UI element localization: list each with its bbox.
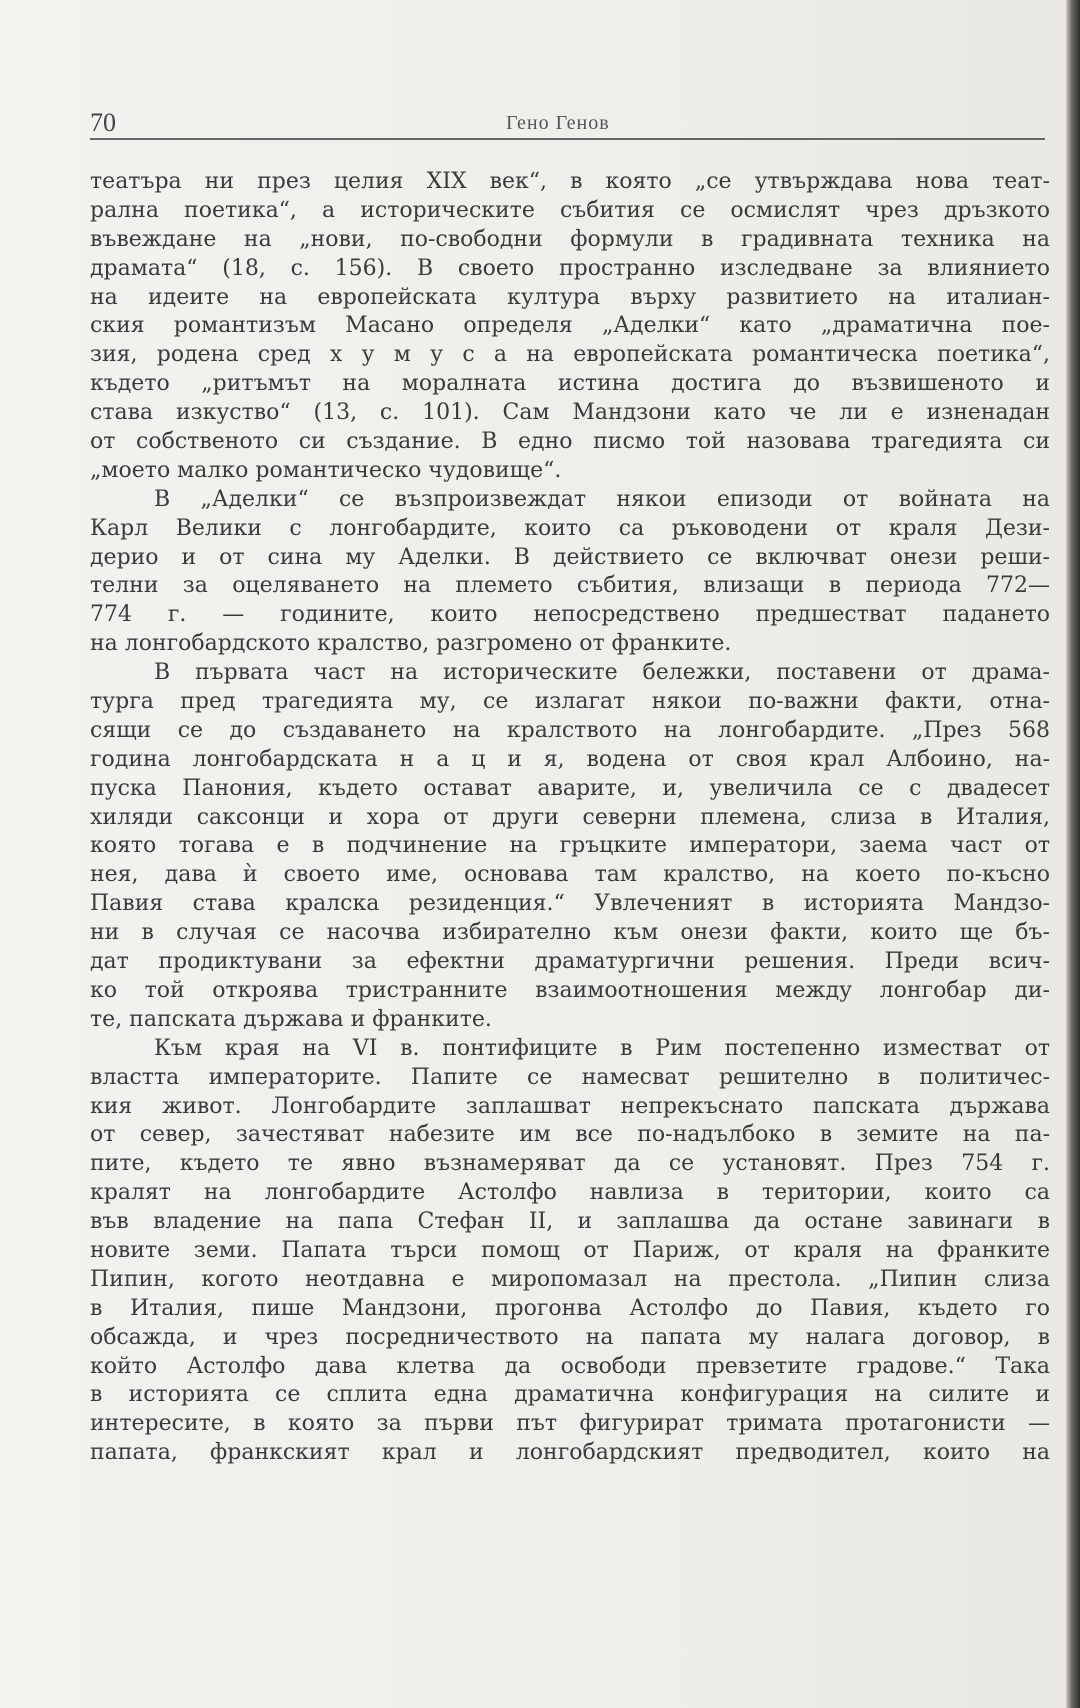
text-line: от собственото си създание. В едно писмо той назовава трагедията си (90, 429, 1050, 455)
text-line: година лонгобардската н а ц и я, водена от своя крал Албоино, на- (90, 746, 1050, 772)
text-line: Карл Велики с лонгобардите, които са ръководени от краля Дези- (90, 515, 1050, 541)
text-line: турга пред трагедията му, се излагат някои по-важни факти, отна- (90, 689, 1050, 715)
text-line: кралят на лонгобардите Астолфо навлиза в територии, които са (90, 1180, 1050, 1206)
text-line: 774 г. — годините, които непосредствено предшестват падането (90, 602, 1050, 628)
text-line: ския романтизъм Масано определя „Аделки“ като „драматична пое- (90, 313, 1050, 339)
text-line: Към края на VI в. понтифиците в Рим постепенно изместват от (154, 1035, 1050, 1061)
text-line: драмата“ (18, с. 156). В своето пространно изследване за влиянието (90, 255, 1050, 281)
text-line: в историята се сплита една драматична конфигурация на силите и (90, 1382, 1050, 1408)
running-head: Гено Генов (506, 112, 610, 134)
text-line: дерио и от сина му Аделки. В действието се включват онези реши- (90, 544, 1050, 570)
text-line: Павия става кралска резиденция.“ Увлеченият в историята Мандзо- (90, 891, 1050, 917)
text-line: интересите, в която за първи път фигурират тримата протагонисти — (90, 1411, 1050, 1437)
text-line: пуска Панония, където остават аварите, и, увеличила се с двадесет (90, 775, 1050, 801)
text-line: В „Аделки“ се възпроизвеждат някои епизоди от войната на (154, 486, 1050, 512)
text-line: на лонгобардското кралство, разгромено от франките. (90, 631, 732, 657)
text-line: театъра ни през целия XIX век“, в която „се утвърждава нова теат- (90, 169, 1050, 194)
text-line: където „ритъмът на моралната истина достига до възвишеното и (90, 371, 1050, 397)
text-line: която тогава е в подчинение на гръцките императори, заема част от (90, 833, 1050, 859)
text-line: ко той откроява тристранните взаимоотношения между лонгобар ди- (90, 977, 1050, 1003)
text-line: хиляди саксонци и хора от други северни племена, слиза в Италия, (90, 804, 1050, 830)
text-line: Пипин, когото неотдавна е миропомазал на престола. „Пипин слиза (90, 1266, 1050, 1292)
text-line: В първата част на историческите бележки, поставени от драма- (154, 660, 1050, 686)
text-line: властта императорите. Папите се намесват решително в политичес- (90, 1064, 1050, 1090)
text-line: папата, франкският крал и лонгобардският предводител, които на (90, 1440, 1050, 1466)
page-number: 70 (90, 108, 116, 137)
page-edge-shadow (1066, 0, 1080, 1708)
text-line: сящи се до създаването на кралството на лонгобардите. „През 568 (90, 717, 1050, 743)
text-line: от север, зачестяват набезите им все по-надълбоко в земите на па- (90, 1122, 1050, 1148)
text-line: на идеите на европейската култура върху развитието на италиан- (90, 284, 1050, 310)
text-line: нея, дава ѝ своето име, основава там кралство, на което по-късно (90, 862, 1050, 888)
text-line: зия, родена сред х у м у с а на европейската романтическа поетика“, (90, 342, 1050, 368)
text-line: новите земи. Папата търси помощ от Париж, от краля на франките (90, 1237, 1050, 1263)
text-line: „моето малко романтическо чудовище“. (90, 457, 562, 483)
text-line: рална поетика“, а историческите събития се осмислят чрез дръзкото (90, 197, 1050, 223)
text-line: ни в случая се насочва избирателно към онези факти, които ще бъ- (90, 920, 1050, 946)
text-line: който Астолфо дава клетва да освободи превзетите градове.“ Така (90, 1353, 1050, 1379)
text-line: пите, където те явно възнамеряват да се установят. През 754 г. (90, 1151, 1050, 1177)
text-line: във владение на папа Стефан II, и заплашва да остане завинаги в (90, 1209, 1050, 1235)
text-line: кия живот. Лонгобардите заплашват непрекъснато папската държава (90, 1093, 1050, 1119)
text-line: дат продиктувани за ефектни драматургични решения. Преди всич- (90, 949, 1050, 975)
text-line: обсажда, и чрез посредничеството на папата му налага договор, в (90, 1324, 1050, 1350)
body-text (90, 168, 1050, 1468)
text-line: става изкуство“ (13, с. 101). Сам Мандзони като че ли е изненадан (90, 400, 1050, 426)
text-line: телни за оцеляването на племето събития, влизащи в периода 772— (90, 573, 1050, 599)
text-line: в Италия, пише Мандзони, прогонва Астолфо до Павия, където го (90, 1295, 1050, 1321)
header-rule (90, 138, 1045, 140)
text-line: те, папската държава и франките. (90, 1006, 492, 1032)
text-line: въвеждане на „нови, по-свободни формули в градивната техника на (90, 226, 1050, 252)
